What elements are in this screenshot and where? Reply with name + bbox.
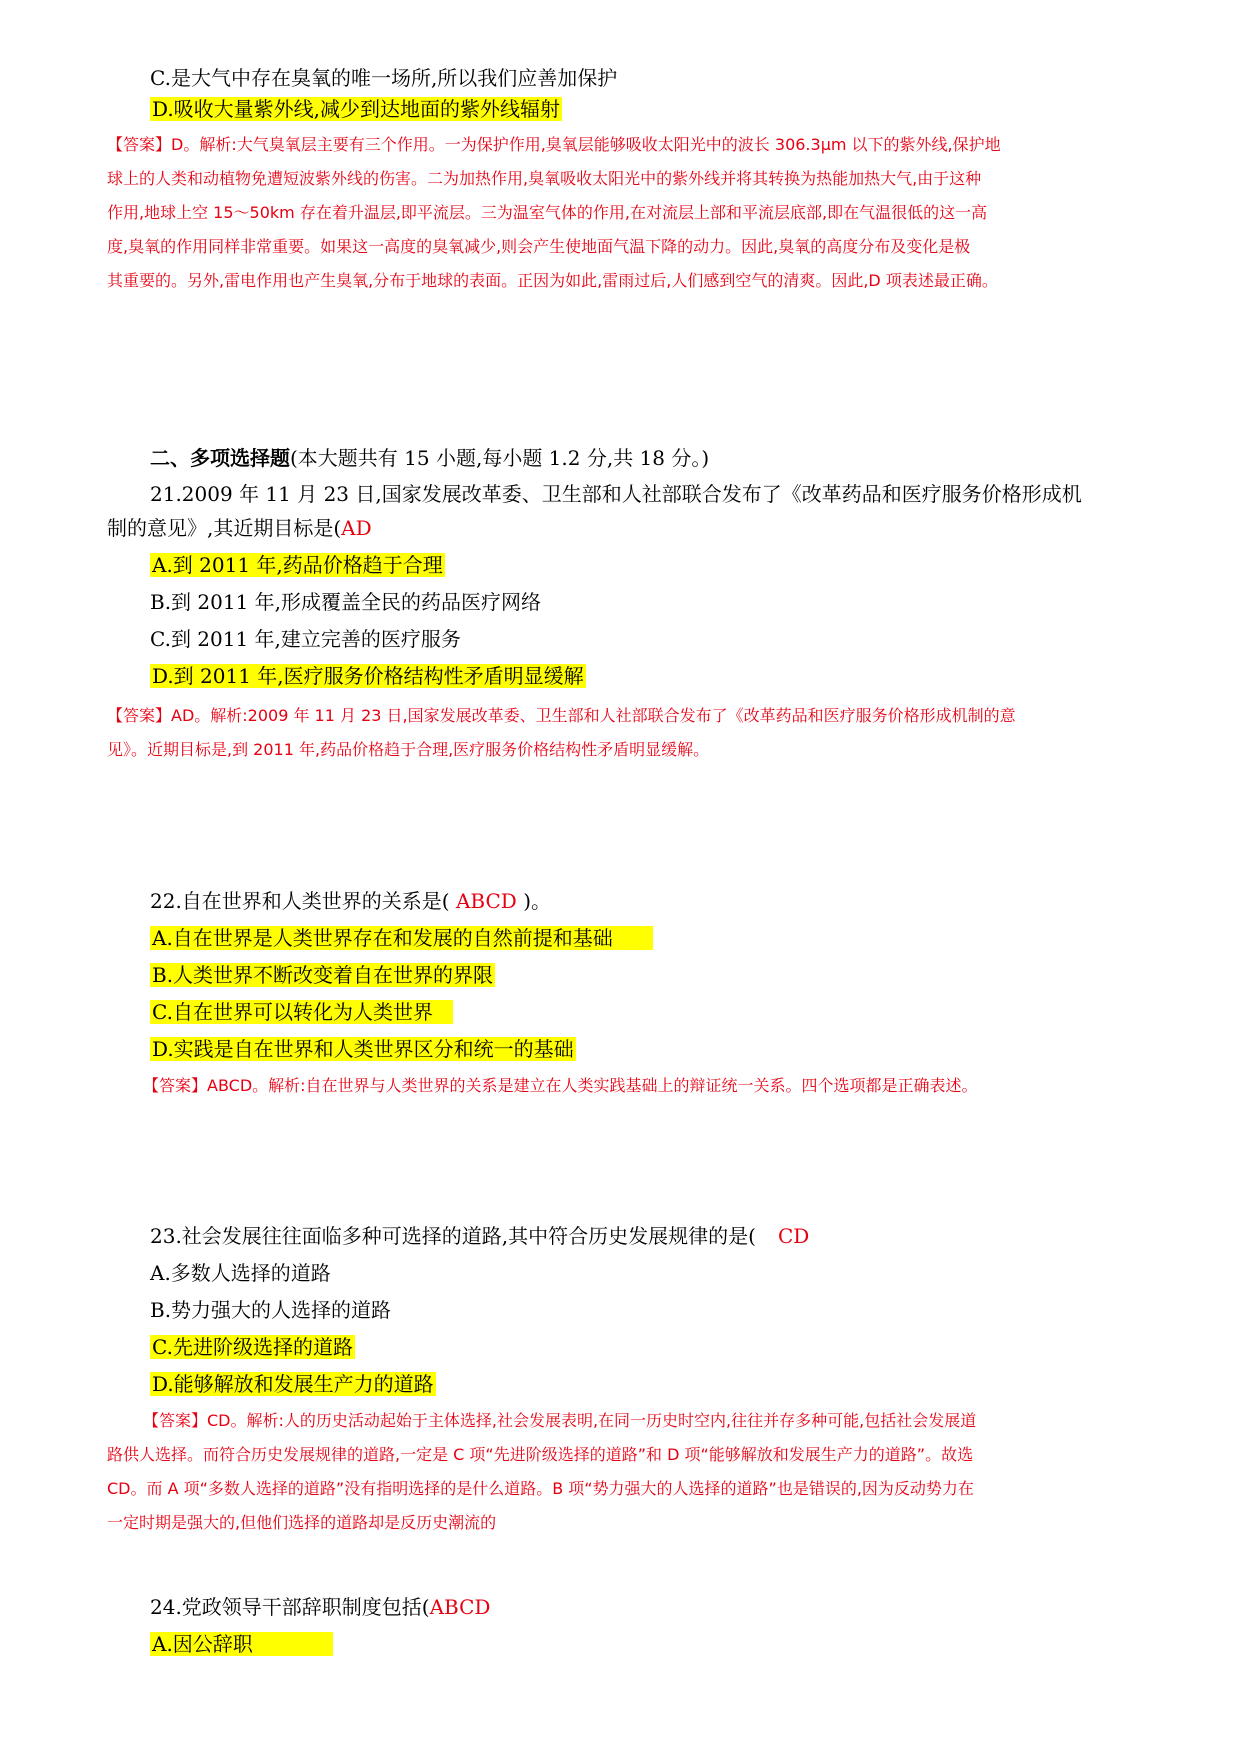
q20-answer-line: 【答案】D。解析:大气臭氧层主要有三个作用。一为保护作用,臭氧层能够吸收太阳光中的波长 306.3μm 以下的紫外线,保护地 bbox=[107, 135, 1001, 154]
q22-stem bbox=[150, 884, 551, 918]
q22-option-c bbox=[150, 995, 453, 1029]
q23-answer-line: CD。而 A 项“多数人选择的道路”没有指明选择的是什么道路。B 项“势力强大的人选择的道路”也是错误的,因为反动势力在 bbox=[107, 1479, 974, 1498]
q22-option-a-highlight: A.自在世界是人类世界存在和发展的自然前提和基础 bbox=[150, 926, 653, 950]
q24-stem bbox=[150, 1590, 490, 1624]
q22-option-d-highlight: D.实践是自在世界和人类世界区分和统一的基础 bbox=[152, 1037, 574, 1061]
q22-option-b-highlight: B.人类世界不断改变着自在世界的界限 bbox=[152, 963, 494, 987]
q24-option-a-highlight: A.因公辞职 bbox=[150, 1632, 333, 1656]
q21-stem-line-2 bbox=[107, 511, 372, 545]
q21-answer-line: 【答案】AD。解析:2009 年 11 月 23 日,国家发展改革委、卫生部和人社部联合发布了《改革药品和医疗服务价格形成机制的意 bbox=[107, 706, 1016, 725]
q20-answer-line: 作用,地球上空 15～50km 存在着升温层,即平流层。三为温室气体的作用,在对流层上部和平流层底部,即在气温很低的这一高 bbox=[107, 203, 988, 222]
q24-option-a bbox=[150, 1627, 333, 1661]
q21-option-c: C.到 2011 年,建立完善的医疗服务 bbox=[150, 627, 461, 651]
section-title: 二、多项选择题 bbox=[150, 446, 290, 470]
q23-option-c-highlight: C.先进阶级选择的道路 bbox=[152, 1335, 353, 1359]
q21-answer-line: 见》。近期目标是,到 2011 年,药品价格趋于合理,医疗服务价格结构性矛盾明显缓解。 bbox=[107, 740, 710, 759]
q23-answer-line: 一定时期是强大的,但他们选择的道路却是反历史潮流的 bbox=[107, 1513, 497, 1532]
q23-option-b: B.势力强大的人选择的道路 bbox=[150, 1298, 392, 1322]
q21-answer bbox=[107, 699, 1137, 767]
q22-option-a bbox=[150, 921, 653, 955]
q21-stem-line-1: 21.2009 年 11 月 23 日,国家发展改革委、卫生部和人社部联合发布了《改革药品和医疗服务价格形成机 bbox=[150, 482, 1082, 506]
q21-option-a-highlight: A.到 2011 年,药品价格趋于合理 bbox=[152, 553, 443, 577]
section-heading bbox=[150, 441, 709, 475]
q21-option-a bbox=[150, 548, 445, 582]
q22-answer-key: ABCD bbox=[449, 889, 524, 913]
q22-answer bbox=[143, 1069, 1137, 1103]
q20-option-d bbox=[150, 92, 562, 126]
q22-option-c-highlight: C.自在世界可以转化为人类世界 bbox=[150, 1000, 453, 1024]
q23-answer-key: CD bbox=[777, 1224, 810, 1248]
q20-answer bbox=[107, 128, 1137, 298]
q24-stem-text: 24.党政领导干部辞职制度包括( bbox=[150, 1595, 430, 1619]
q20-answer-line: 度,臭氧的作用同样非常重要。如果这一高度的臭氧减少,则会产生使地面气温下降的动力。因此,臭氧的高度分布及变化是极 bbox=[107, 237, 971, 256]
q23-option-d-highlight: D.能够解放和发展生产力的道路 bbox=[152, 1372, 434, 1396]
q20-answer-line: 其重要的。另外,雷电作用也产生臭氧,分布于地球的表面。正因为如此,雷雨过后,人们感到空气的清爽。因此,D 项表述最正确。 bbox=[107, 271, 998, 290]
q21-stem-text: 制的意见》,其近期目标是( bbox=[107, 516, 342, 540]
section-description: (本大题共有 15 小题,每小题 1.2 分,共 18 分。) bbox=[290, 446, 710, 470]
q20-answer-line: 球上的人类和动植物免遭短波紫外线的伤害。二为加热作用,臭氧吸收太阳光中的紫外线并将其转换为热能加热大气,由于这种 bbox=[107, 169, 982, 188]
q23-stem bbox=[150, 1219, 809, 1253]
q21-answer-key: AD bbox=[341, 516, 372, 540]
q21-option-b: B.到 2011 年,形成覆盖全民的药品医疗网络 bbox=[150, 590, 542, 614]
q23-answer-line: 【答案】CD。解析:人的历史活动起始于主体选择,社会发展表明,在同一历史时空内,往往并存多种可能,包括社会发展道 bbox=[143, 1411, 977, 1430]
q21-option-d bbox=[150, 659, 586, 693]
q22-stem-text: 22.自在世界和人类世界的关系是( bbox=[150, 889, 450, 913]
q22-stem-end: )。 bbox=[523, 889, 551, 913]
q20-option-d-highlight: D.吸收大量紫外线,减少到达地面的紫外线辐射 bbox=[152, 97, 561, 121]
q22-answer-line: 【答案】ABCD。解析:自在世界与人类世界的关系是建立在人类实践基础上的辩证统一关系。四个选项都是正确表述。 bbox=[143, 1076, 978, 1095]
q23-option-a: A.多数人选择的道路 bbox=[150, 1261, 331, 1285]
q20-option-c: C.是大气中存在臭氧的唯一场所,所以我们应善加保护 bbox=[150, 66, 618, 90]
q23-option-d bbox=[150, 1367, 436, 1401]
q21-option-d-highlight: D.到 2011 年,医疗服务价格结构性矛盾明显缓解 bbox=[152, 664, 584, 688]
q22-option-d bbox=[150, 1032, 576, 1066]
q23-answer-line: 路供人选择。而符合历史发展规律的道路,一定是 C 项“先进阶级选择的道路”和 D 项“能够解放和发展生产力的道路”。故选 bbox=[107, 1445, 974, 1464]
q23-stem-text: 23.社会发展往往面临多种可选择的道路,其中符合历史发展规律的是( bbox=[150, 1224, 756, 1248]
q22-option-b bbox=[150, 958, 495, 992]
q23-option-c bbox=[150, 1330, 355, 1364]
q24-answer-key: ABCD bbox=[429, 1595, 491, 1619]
q23-answer bbox=[107, 1404, 1137, 1540]
